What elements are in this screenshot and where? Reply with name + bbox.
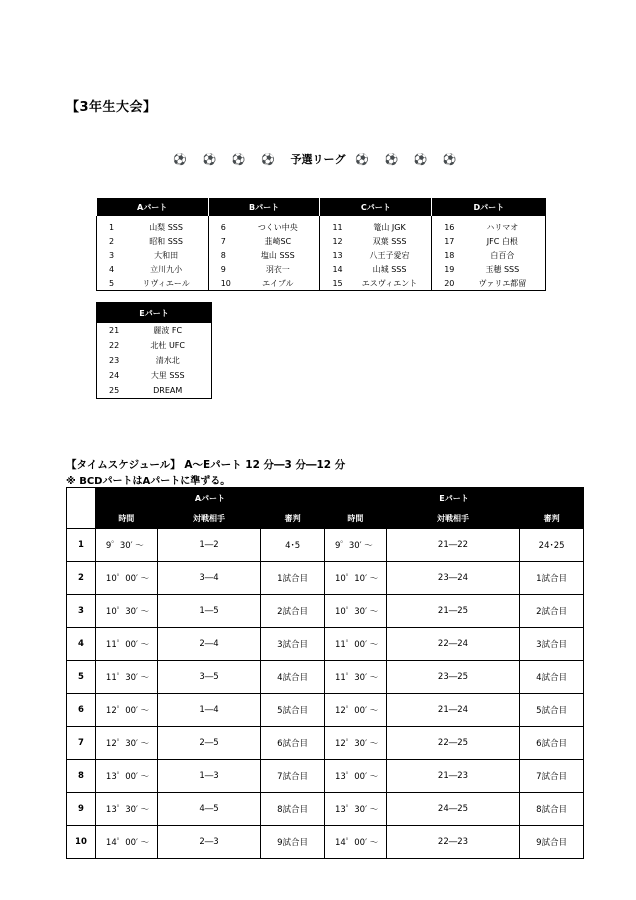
match-a: 2―5 <box>157 727 261 760</box>
team-name: 韮崎SC <box>264 236 292 246</box>
grid-row <box>97 368 212 383</box>
team-number: 22 <box>109 341 120 350</box>
team-number: 19 <box>432 262 460 276</box>
match-a: 1―3 <box>157 760 261 793</box>
col-header-referee-a: 審判 <box>261 509 325 529</box>
round-number: 3 <box>67 595 96 628</box>
referee-e: 8試合目 <box>520 793 584 826</box>
part-e-table <box>96 302 212 399</box>
match-a: 2―3 <box>157 826 261 859</box>
team-name: 麗波 FC <box>153 326 183 335</box>
team-name: 山城 SSS <box>372 264 407 274</box>
team-number: 17 <box>432 234 460 248</box>
team-number: 1 <box>97 220 125 234</box>
team-number: 4 <box>97 262 125 276</box>
match-a: 1―5 <box>157 595 261 628</box>
time-e: 13゜30′ ～ <box>324 793 386 826</box>
team-name: 玉穂 SSS <box>460 262 546 276</box>
team-number: 16 <box>432 220 460 234</box>
team-name: 大里 SSS <box>150 371 185 380</box>
team-number: 15 <box>320 276 348 291</box>
team-number: 9 <box>208 262 236 276</box>
match-e: 21―25 <box>386 595 519 628</box>
match-a: 2―4 <box>157 628 261 661</box>
round-number: 7 <box>67 727 96 760</box>
table-row <box>67 562 584 595</box>
round-number: 10 <box>67 826 96 859</box>
time-a: 10゜00′ ～ <box>95 562 157 595</box>
table-row <box>67 826 584 859</box>
table-row <box>67 793 584 826</box>
schedule-table <box>66 487 584 859</box>
time-a: 10゜30′ ～ <box>95 595 157 628</box>
grid-row <box>97 248 546 262</box>
table-row <box>67 661 584 694</box>
match-e: 22―25 <box>386 727 519 760</box>
team-number: 6 <box>208 220 236 234</box>
time-a: 11゜30′ ～ <box>95 661 157 694</box>
round-number: 6 <box>67 694 96 727</box>
referee-e: 1試合目 <box>520 562 584 595</box>
match-a: 4―5 <box>157 793 261 826</box>
match-a: 3―4 <box>157 562 261 595</box>
team-name: DREAM <box>153 386 183 395</box>
team-name: JFC 白根 <box>460 234 546 248</box>
match-a: 3―5 <box>157 661 261 694</box>
match-e: 22―24 <box>386 628 519 661</box>
col-header-match-a: 対戦相手 <box>157 509 261 529</box>
league-heading <box>0 151 636 167</box>
grid-row <box>97 262 546 276</box>
referee-e: 5試合目 <box>520 694 584 727</box>
referee-a: 4試合目 <box>261 661 325 694</box>
referee-a: 3試合目 <box>261 628 325 661</box>
round-number: 1 <box>67 529 96 562</box>
team-number: 21 <box>109 326 120 335</box>
part-header-a: Aパート <box>97 198 209 216</box>
team-name: 羽衣一 <box>265 264 290 274</box>
round-number: 5 <box>67 661 96 694</box>
team-number: 5 <box>97 276 125 291</box>
league-title: 予選リーグ <box>290 153 346 166</box>
team-name: エスヴィエント <box>348 276 432 291</box>
match-e: 24―25 <box>386 793 519 826</box>
team-number: 2 <box>97 234 125 248</box>
schedule-note: ※ BCDパートはAパートに準ずる。 <box>66 476 231 487</box>
schedule-title: 【タイムスケジュール】 A～Eパート 12 分―3 分―12 分 <box>66 459 346 471</box>
table-row <box>67 595 584 628</box>
match-a: 1―2 <box>157 529 261 562</box>
team-name: 塩山 SSS <box>260 250 295 260</box>
table-row <box>67 727 584 760</box>
team-number: 14 <box>320 262 348 276</box>
referee-a: 4･5 <box>261 529 325 562</box>
schedule-corner-cell <box>67 488 96 529</box>
match-e: 21―24 <box>386 694 519 727</box>
referee-e: 9試合目 <box>520 826 584 859</box>
team-name: つくい中央 <box>257 222 298 232</box>
col-header-referee-e: 審判 <box>520 509 584 529</box>
team-number: 24 <box>109 371 120 380</box>
team-name: 八王子愛宕 <box>369 250 410 260</box>
team-number: 25 <box>109 386 120 395</box>
match-e: 21―22 <box>386 529 519 562</box>
time-a: 11゜00′ ～ <box>95 628 157 661</box>
grid-row <box>97 220 546 234</box>
grid-row <box>97 353 212 368</box>
team-number: 10 <box>208 276 236 291</box>
col-header-time-e: 時間 <box>324 509 386 529</box>
schedule-part-e-header: Eパート <box>324 488 583 509</box>
league-parts-table <box>96 198 546 291</box>
time-a: 14゜00′ ～ <box>95 826 157 859</box>
grid-row <box>97 276 546 291</box>
referee-e: 2試合目 <box>520 595 584 628</box>
time-e: 12゜00′ ～ <box>324 694 386 727</box>
referee-e: 24･25 <box>520 529 584 562</box>
time-e: 14゜00′ ～ <box>324 826 386 859</box>
match-a: 1―4 <box>157 694 261 727</box>
team-name: 大和田 <box>154 250 179 260</box>
team-name: 昭和 SSS <box>149 236 183 246</box>
time-a: 13゜00′ ～ <box>95 760 157 793</box>
col-header-match-e: 対戦相手 <box>386 509 519 529</box>
part-header-e: Eパート <box>97 303 212 324</box>
team-name: 双葉 SSS <box>372 236 407 246</box>
team-number: 3 <box>97 248 125 262</box>
grid-row <box>97 234 546 248</box>
referee-a: 9試合目 <box>261 826 325 859</box>
referee-a: 8試合目 <box>261 793 325 826</box>
team-name: 山梨 SSS <box>149 222 183 232</box>
team-name: エイブル <box>236 276 320 291</box>
team-number: 7 <box>208 234 236 248</box>
team-number: 11 <box>320 220 348 234</box>
referee-a: 6試合目 <box>261 727 325 760</box>
team-number: 20 <box>432 276 460 291</box>
grid-row <box>97 383 212 399</box>
team-number: 23 <box>109 356 120 365</box>
referee-e: 3試合目 <box>520 628 584 661</box>
team-name: 白百合 <box>460 248 546 262</box>
page-title: 【3年生大会】 <box>66 100 157 115</box>
team-name: 北杜 UFC <box>150 341 185 350</box>
part-header-c: Cパート <box>320 198 432 216</box>
time-e: 11゜30′ ～ <box>324 661 386 694</box>
referee-e: 6試合目 <box>520 727 584 760</box>
team-number: 18 <box>432 248 460 262</box>
team-number: 13 <box>320 248 348 262</box>
referee-a: 1試合目 <box>261 562 325 595</box>
col-header-time-a: 時間 <box>95 509 157 529</box>
time-e: 9゜30′ ～ <box>324 529 386 562</box>
time-a: 12゜00′ ～ <box>95 694 157 727</box>
table-row <box>67 529 584 562</box>
time-e: 12゜30′ ～ <box>324 727 386 760</box>
time-a: 13゜30′ ～ <box>95 793 157 826</box>
team-name: 篭山 JGK <box>373 222 406 232</box>
match-e: 21―23 <box>386 760 519 793</box>
time-e: 10゜30′ ～ <box>324 595 386 628</box>
round-number: 4 <box>67 628 96 661</box>
referee-a: 7試合目 <box>261 760 325 793</box>
soccer-ball-icons-left: ⚽ ⚽ ⚽ ⚽ <box>173 153 281 166</box>
team-number: 12 <box>320 234 348 248</box>
time-e: 10゜10′ ～ <box>324 562 386 595</box>
time-e: 11゜00′ ～ <box>324 628 386 661</box>
referee-e: 4試合目 <box>520 661 584 694</box>
referee-e: 7試合目 <box>520 760 584 793</box>
soccer-ball-icons-right: ⚽ ⚽ ⚽ ⚽ <box>355 153 463 166</box>
match-e: 23―24 <box>386 562 519 595</box>
table-row <box>67 694 584 727</box>
table-row <box>67 628 584 661</box>
time-e: 13゜00′ ～ <box>324 760 386 793</box>
time-a: 12゜30′ ～ <box>95 727 157 760</box>
referee-a: 2試合目 <box>261 595 325 628</box>
team-name: リヴィエール <box>124 276 208 291</box>
team-name: ヴァリエ都留 <box>460 276 546 291</box>
match-e: 23―25 <box>386 661 519 694</box>
match-e: 22―23 <box>386 826 519 859</box>
round-number: 9 <box>67 793 96 826</box>
round-number: 2 <box>67 562 96 595</box>
time-a: 9゜30′ ～ <box>95 529 157 562</box>
team-number: 8 <box>208 248 236 262</box>
schedule-part-a-header: Aパート <box>95 488 324 509</box>
part-header-b: Bパート <box>208 198 320 216</box>
team-name: ハリマオ <box>460 220 546 234</box>
team-name: 清水北 <box>155 356 180 365</box>
grid-row <box>97 323 212 338</box>
referee-a: 5試合目 <box>261 694 325 727</box>
part-header-d: Dパート <box>432 198 546 216</box>
round-number: 8 <box>67 760 96 793</box>
table-row <box>67 760 584 793</box>
team-name: 立川九小 <box>150 264 183 274</box>
grid-row <box>97 338 212 353</box>
